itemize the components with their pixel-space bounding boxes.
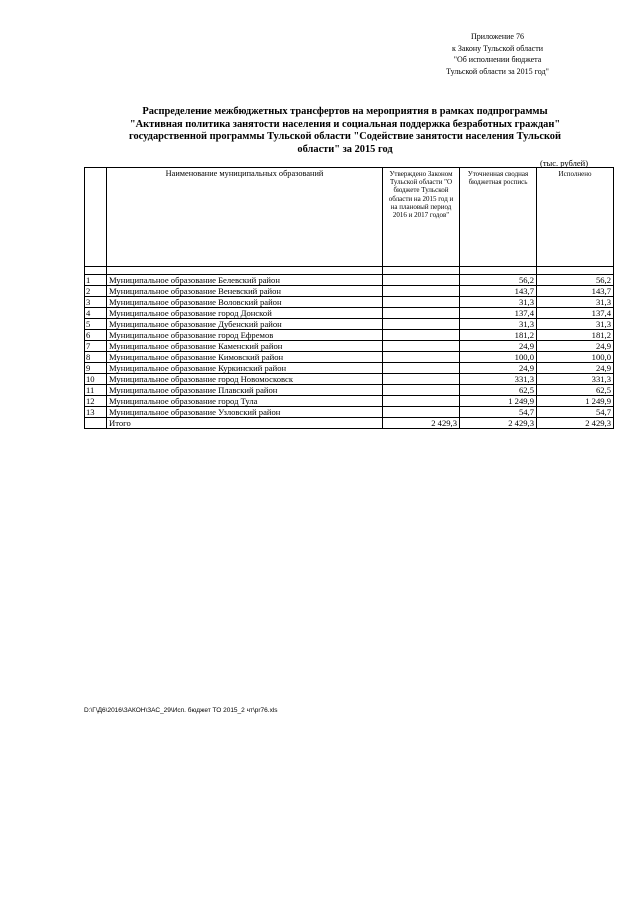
cell-name: Муниципальное образование Белевский район <box>107 275 383 286</box>
cell-executed: 24,9 <box>537 341 614 352</box>
total-refined: 2 429,3 <box>460 418 537 429</box>
table-row <box>85 374 614 385</box>
cell-n: 5 <box>85 319 107 330</box>
total-executed: 2 429,3 <box>537 418 614 429</box>
cell-refined: 56,2 <box>460 275 537 286</box>
table-spacer-row <box>85 267 614 275</box>
transfers-table <box>84 167 614 429</box>
cell-executed: 1 249,9 <box>537 396 614 407</box>
appendix-line: Тульской области за 2015 год" <box>446 66 549 76</box>
cell-executed: 31,3 <box>537 297 614 308</box>
cell-executed: 181,2 <box>537 330 614 341</box>
cell-refined: 331,3 <box>460 374 537 385</box>
cell-executed: 24,9 <box>537 363 614 374</box>
header-executed: Исполнено <box>537 168 614 267</box>
title-line: Распределение межбюджетных трансфертов на мероприятия в рамках подпрограммы <box>142 106 548 117</box>
cell-approved <box>383 319 460 330</box>
cell-name: Муниципальное образование город Донской <box>107 308 383 319</box>
title-line: государственной программы Тульской области "Содействие занятости населения Тульской <box>129 131 561 142</box>
table-row <box>85 286 614 297</box>
cell-name: Муниципальное образование Веневский район <box>107 286 383 297</box>
appendix-block <box>420 31 575 77</box>
total-label: Итого <box>107 418 383 429</box>
cell-refined: 62,5 <box>460 385 537 396</box>
table-row <box>85 297 614 308</box>
table-row <box>85 363 614 374</box>
cell-refined: 137,4 <box>460 308 537 319</box>
cell-approved <box>383 308 460 319</box>
cell-approved <box>383 341 460 352</box>
cell-n: 7 <box>85 341 107 352</box>
cell-name: Муниципальное образование город Новомосковск <box>107 374 383 385</box>
table-row <box>85 352 614 363</box>
cell-approved <box>383 352 460 363</box>
cell-approved <box>383 286 460 297</box>
total-approved: 2 429,3 <box>383 418 460 429</box>
cell-n: 13 <box>85 407 107 418</box>
cell-refined: 181,2 <box>460 330 537 341</box>
header-index <box>85 168 107 267</box>
cell-executed: 100,0 <box>537 352 614 363</box>
units-label: (тыс. рублей) <box>540 158 589 168</box>
cell-n: 8 <box>85 352 107 363</box>
cell-n: 11 <box>85 385 107 396</box>
cell-refined: 24,9 <box>460 363 537 374</box>
cell-n: 10 <box>85 374 107 385</box>
cell-approved <box>383 363 460 374</box>
appendix-line: "Об исполнении бюджета <box>453 55 542 64</box>
cell-refined: 100,0 <box>460 352 537 363</box>
cell-executed: 31,3 <box>537 319 614 330</box>
cell-name: Муниципальное образование Узловский район <box>107 407 383 418</box>
cell-n: 3 <box>85 297 107 308</box>
header-refined: Уточненная сводная бюджетная роспись <box>460 168 537 267</box>
table-row <box>85 396 614 407</box>
cell-name: Муниципальное образование Каменский район <box>107 341 383 352</box>
cell-approved <box>383 374 460 385</box>
table-row <box>85 330 614 341</box>
cell-executed: 54,7 <box>537 407 614 418</box>
table-row <box>85 407 614 418</box>
cell-executed: 56,2 <box>537 275 614 286</box>
cell-executed: 331,3 <box>537 374 614 385</box>
cell-name: Муниципальное образование Кимовский район <box>107 352 383 363</box>
cell-n: 1 <box>85 275 107 286</box>
document-title <box>80 106 610 156</box>
cell-name: Муниципальное образование Воловский район <box>107 297 383 308</box>
cell-n: 6 <box>85 330 107 341</box>
cell-name: Муниципальное образование город Ефремов <box>107 330 383 341</box>
cell-refined: 54,7 <box>460 407 537 418</box>
cell-approved <box>383 275 460 286</box>
header-approved: Утверждено Законом Тульской области "О бюджете Тульской области на 2015 год и на плановый период 2016 и 2017 годов" <box>383 168 460 267</box>
table-row <box>85 308 614 319</box>
cell-name: Муниципальное образование город Тула <box>107 396 383 407</box>
cell-refined: 1 249,9 <box>460 396 537 407</box>
appendix-line: к Закону Тульской области <box>451 43 544 53</box>
appendix-line: Приложение 76 <box>471 32 524 41</box>
cell-approved <box>383 396 460 407</box>
cell-approved <box>383 297 460 308</box>
cell-refined: 31,3 <box>460 297 537 308</box>
cell-name: Муниципальное образование Плавский район <box>107 385 383 396</box>
table-row <box>85 275 614 286</box>
file-path-footer: D:\Г\Д6\2016\ЗАКОН\ЗАС_29\Исп. бюджет ТО 2015_2 чт\pr76.xls <box>84 707 278 714</box>
cell-refined: 143,7 <box>460 286 537 297</box>
table-row <box>85 341 614 352</box>
header-name: Наименование муниципальных образований <box>107 168 383 267</box>
table-row <box>85 385 614 396</box>
total-index <box>85 418 107 429</box>
cell-n: 2 <box>85 286 107 297</box>
cell-executed: 143,7 <box>537 286 614 297</box>
table-header-row <box>85 168 614 267</box>
cell-n: 9 <box>85 363 107 374</box>
cell-approved <box>383 407 460 418</box>
cell-name: Муниципальное образование Куркинский район <box>107 363 383 374</box>
title-line: области" за 2015 год <box>297 143 393 155</box>
cell-n: 4 <box>85 308 107 319</box>
table-total-row <box>85 418 614 429</box>
cell-executed: 137,4 <box>537 308 614 319</box>
table-row <box>85 319 614 330</box>
cell-n: 12 <box>85 396 107 407</box>
cell-name: Муниципальное образование Дубенский район <box>107 319 383 330</box>
cell-executed: 62,5 <box>537 385 614 396</box>
title-line: "Активная политика занятости населения и социальная поддержка безработных граждан" <box>129 118 561 130</box>
cell-approved <box>383 330 460 341</box>
cell-refined: 31,3 <box>460 319 537 330</box>
cell-approved <box>383 385 460 396</box>
cell-refined: 24,9 <box>460 341 537 352</box>
